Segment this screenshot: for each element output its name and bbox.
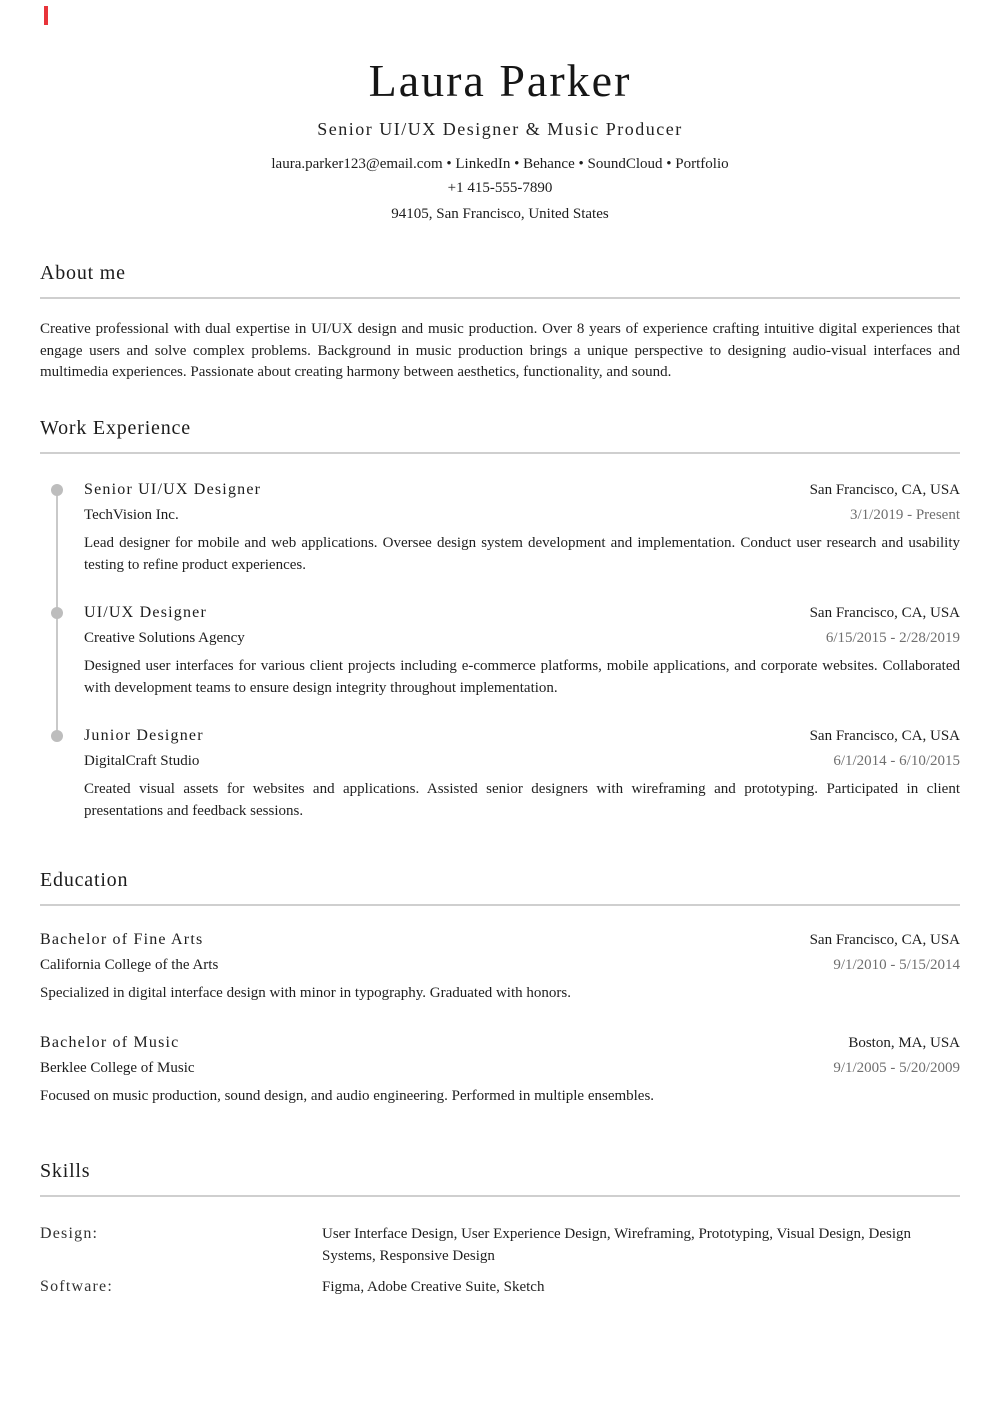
section-work-experience [40, 416, 960, 822]
school-name: Berklee College of Music [40, 1059, 195, 1076]
job-company: TechVision Inc. [84, 506, 179, 523]
school-dates: 9/1/2005 - 5/20/2009 [833, 1059, 960, 1076]
address: 94105, San Francisco, United States [391, 206, 609, 222]
section-divider [40, 1195, 960, 1197]
resume-header [40, 0, 960, 225]
section-divider [40, 297, 960, 299]
job-location: San Francisco, CA, USA [809, 604, 960, 621]
skill-row [40, 1276, 960, 1298]
job-description: Lead designer for mobile and web applications. Oversee design system development and implementation. Conduct user research and usability testing to refine product experiences. [84, 534, 960, 573]
job-company: Creative Solutions Agency [84, 629, 245, 646]
job-location: San Francisco, CA, USA [809, 727, 960, 744]
candidate-name: Laura Parker [368, 55, 632, 106]
school-dates: 9/1/2010 - 5/15/2014 [833, 956, 960, 973]
section-skills [40, 1159, 960, 1298]
skill-list: Figma, Adobe Creative Suite, Sketch [322, 1278, 545, 1295]
job-dates: 6/15/2015 - 2/28/2019 [825, 629, 960, 646]
job-description: Designed user interfaces for various client projects including e-commerce platforms, mobile applications, and corporate websites. Collaborated with development teams to ensure design integrity throughout implementation. [84, 657, 960, 696]
section-divider [40, 452, 960, 454]
skill-category-label: Software: [40, 1277, 114, 1295]
page-edge-marker [44, 6, 48, 25]
timeline-dot-icon [51, 730, 63, 742]
education-description: Focused on music production, sound design, and audio engineering. Performed in multiple ensembles. [40, 1087, 655, 1104]
timeline-dot-icon [51, 484, 63, 496]
phone-number: +1 415-555-7890 [447, 180, 553, 196]
section-about [40, 261, 960, 384]
school-location: San Francisco, CA, USA [809, 931, 960, 948]
job-description: Created visual assets for websites and applications. Assisted senior designers with wireframing and prototyping. Participated in client presentations and feedback sessions. [84, 780, 960, 819]
job-title: UI/UX Designer [84, 603, 207, 621]
about-text: Creative professional with dual expertise in UI/UX design and music production. Over 8 years of experience crafting intuitive digital experiences that engage users and solve complex problems. Background in music production brings a unique perspective to designing audio-visual interfaces and multimedia experiences. Passionate about creating harmony between aesthetics, functionality, and sound. [40, 321, 960, 380]
section-divider [40, 904, 960, 906]
degree-title: Bachelor of Fine Arts [40, 930, 204, 948]
skill-category-label: Design: [40, 1224, 99, 1242]
education-entry [40, 930, 960, 1004]
education-heading: Education [40, 868, 129, 891]
job-title: Junior Designer [84, 726, 204, 744]
about-heading: About me [40, 262, 126, 284]
candidate-headline: Senior UI/UX Designer & Music Producer [317, 119, 683, 139]
experience-timeline [40, 480, 960, 822]
degree-title: Bachelor of Music [40, 1033, 180, 1051]
job-company: DigitalCraft Studio [84, 752, 200, 769]
skill-row [40, 1223, 960, 1267]
education-description: Specialized in digital interface design with minor in typography. Graduated with honors. [40, 984, 571, 1001]
job-location: San Francisco, CA, USA [809, 481, 960, 498]
job-entry [40, 480, 960, 576]
job-dates: 3/1/2019 - Present [850, 506, 960, 523]
school-name: California College of the Arts [40, 956, 219, 973]
job-title: Senior UI/UX Designer [84, 480, 262, 498]
skill-list: User Interface Design, User Experience Design, Wireframing, Prototyping, Visual Design, Design Systems, Responsive Design [322, 1225, 912, 1264]
timeline-dot-icon [51, 607, 63, 619]
education-entry [40, 1033, 960, 1107]
job-entry [40, 603, 960, 699]
skills-heading: Skills [40, 1159, 91, 1182]
work-experience-heading: Work Experience [40, 416, 191, 439]
section-education [40, 868, 960, 1107]
job-dates: 6/1/2014 - 6/10/2015 [833, 752, 960, 769]
job-entry [40, 726, 960, 822]
contact-links-line: laura.parker123@email.com • LinkedIn • Behance • SoundCloud • Portfolio [271, 156, 729, 172]
school-location: Boston, MA, USA [848, 1034, 960, 1051]
